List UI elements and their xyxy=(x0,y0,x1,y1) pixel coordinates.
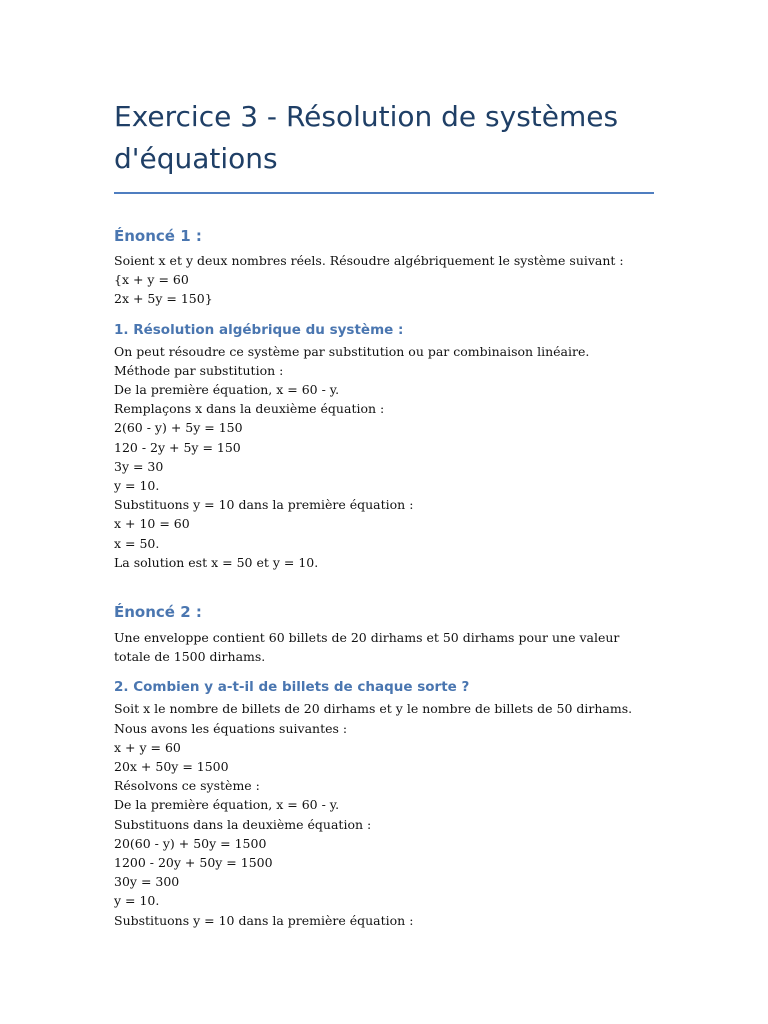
text-line: 1200 - 20y + 50y = 1500 xyxy=(114,855,273,871)
text-line: 30y = 300 xyxy=(114,874,180,890)
part-1-heading: 1. Résolution algébrique du système : xyxy=(114,321,404,338)
text-line: Soit x le nombre de billets de 20 dirhams et y le nombre de billets de 50 dirhams. xyxy=(114,701,633,717)
text-line: {x + y = 60 xyxy=(114,272,189,288)
text-line: 2x + 5y = 150} xyxy=(114,291,213,307)
text-line: x = 50. xyxy=(114,535,160,551)
text-line: x + 10 = 60 xyxy=(114,516,190,532)
part-1-body xyxy=(114,342,654,572)
text-line: y = 10. xyxy=(114,478,160,494)
part-2-body xyxy=(114,699,654,929)
text-line: Soient x et y deux nombres réels. Résoudre algébriquement le système suivant : xyxy=(114,253,624,268)
text-line: De la première équation, x = 60 - y. xyxy=(114,382,340,398)
text-line: 20x + 50y = 1500 xyxy=(114,759,229,775)
text-line: 20(60 - y) + 50y = 1500 xyxy=(114,835,267,851)
text-line: y = 10. xyxy=(114,893,160,909)
enonce-2-heading: Énoncé 2 : xyxy=(114,603,202,622)
document-page xyxy=(114,96,654,930)
text-line: On peut résoudre ce système par substitution ou par combinaison linéaire. xyxy=(114,343,590,359)
text-line: 2(60 - y) + 5y = 150 xyxy=(114,420,243,436)
document-title: Exercice 3 - Résolution de systèmes d'équations xyxy=(114,96,654,194)
text-line: De la première équation, x = 60 - y. xyxy=(114,797,340,813)
text-line: Résolvons ce système : xyxy=(114,778,260,794)
text-line: 3y = 30 xyxy=(114,458,164,474)
text-line: La solution est x = 50 et y = 10. xyxy=(114,554,319,570)
text-line: 120 - 2y + 5y = 150 xyxy=(114,439,241,455)
text-line: Substituons dans la deuxième équation : xyxy=(114,816,372,832)
text-paragraph: Une enveloppe contient 60 billets de 20 dirhams et 50 dirhams pour une valeur totale de 1500 dirhams. xyxy=(114,630,620,665)
enonce-1-heading: Énoncé 1 : xyxy=(114,227,202,245)
text-line: Substituons y = 10 dans la première équation : xyxy=(114,497,414,513)
text-line: Nous avons les équations suivantes : xyxy=(114,720,348,736)
enonce-1-body xyxy=(114,251,654,309)
text-line: Méthode par substitution : xyxy=(114,362,284,378)
text-line: Substituons y = 10 dans la première équation : xyxy=(114,912,414,928)
text-line: x + y = 60 xyxy=(114,739,181,755)
enonce-2-body xyxy=(114,628,654,666)
part-2-heading: 2. Combien y a-t-il de billets de chaque sorte ? xyxy=(114,679,470,696)
text-line: Remplaçons x dans la deuxième équation : xyxy=(114,401,385,417)
